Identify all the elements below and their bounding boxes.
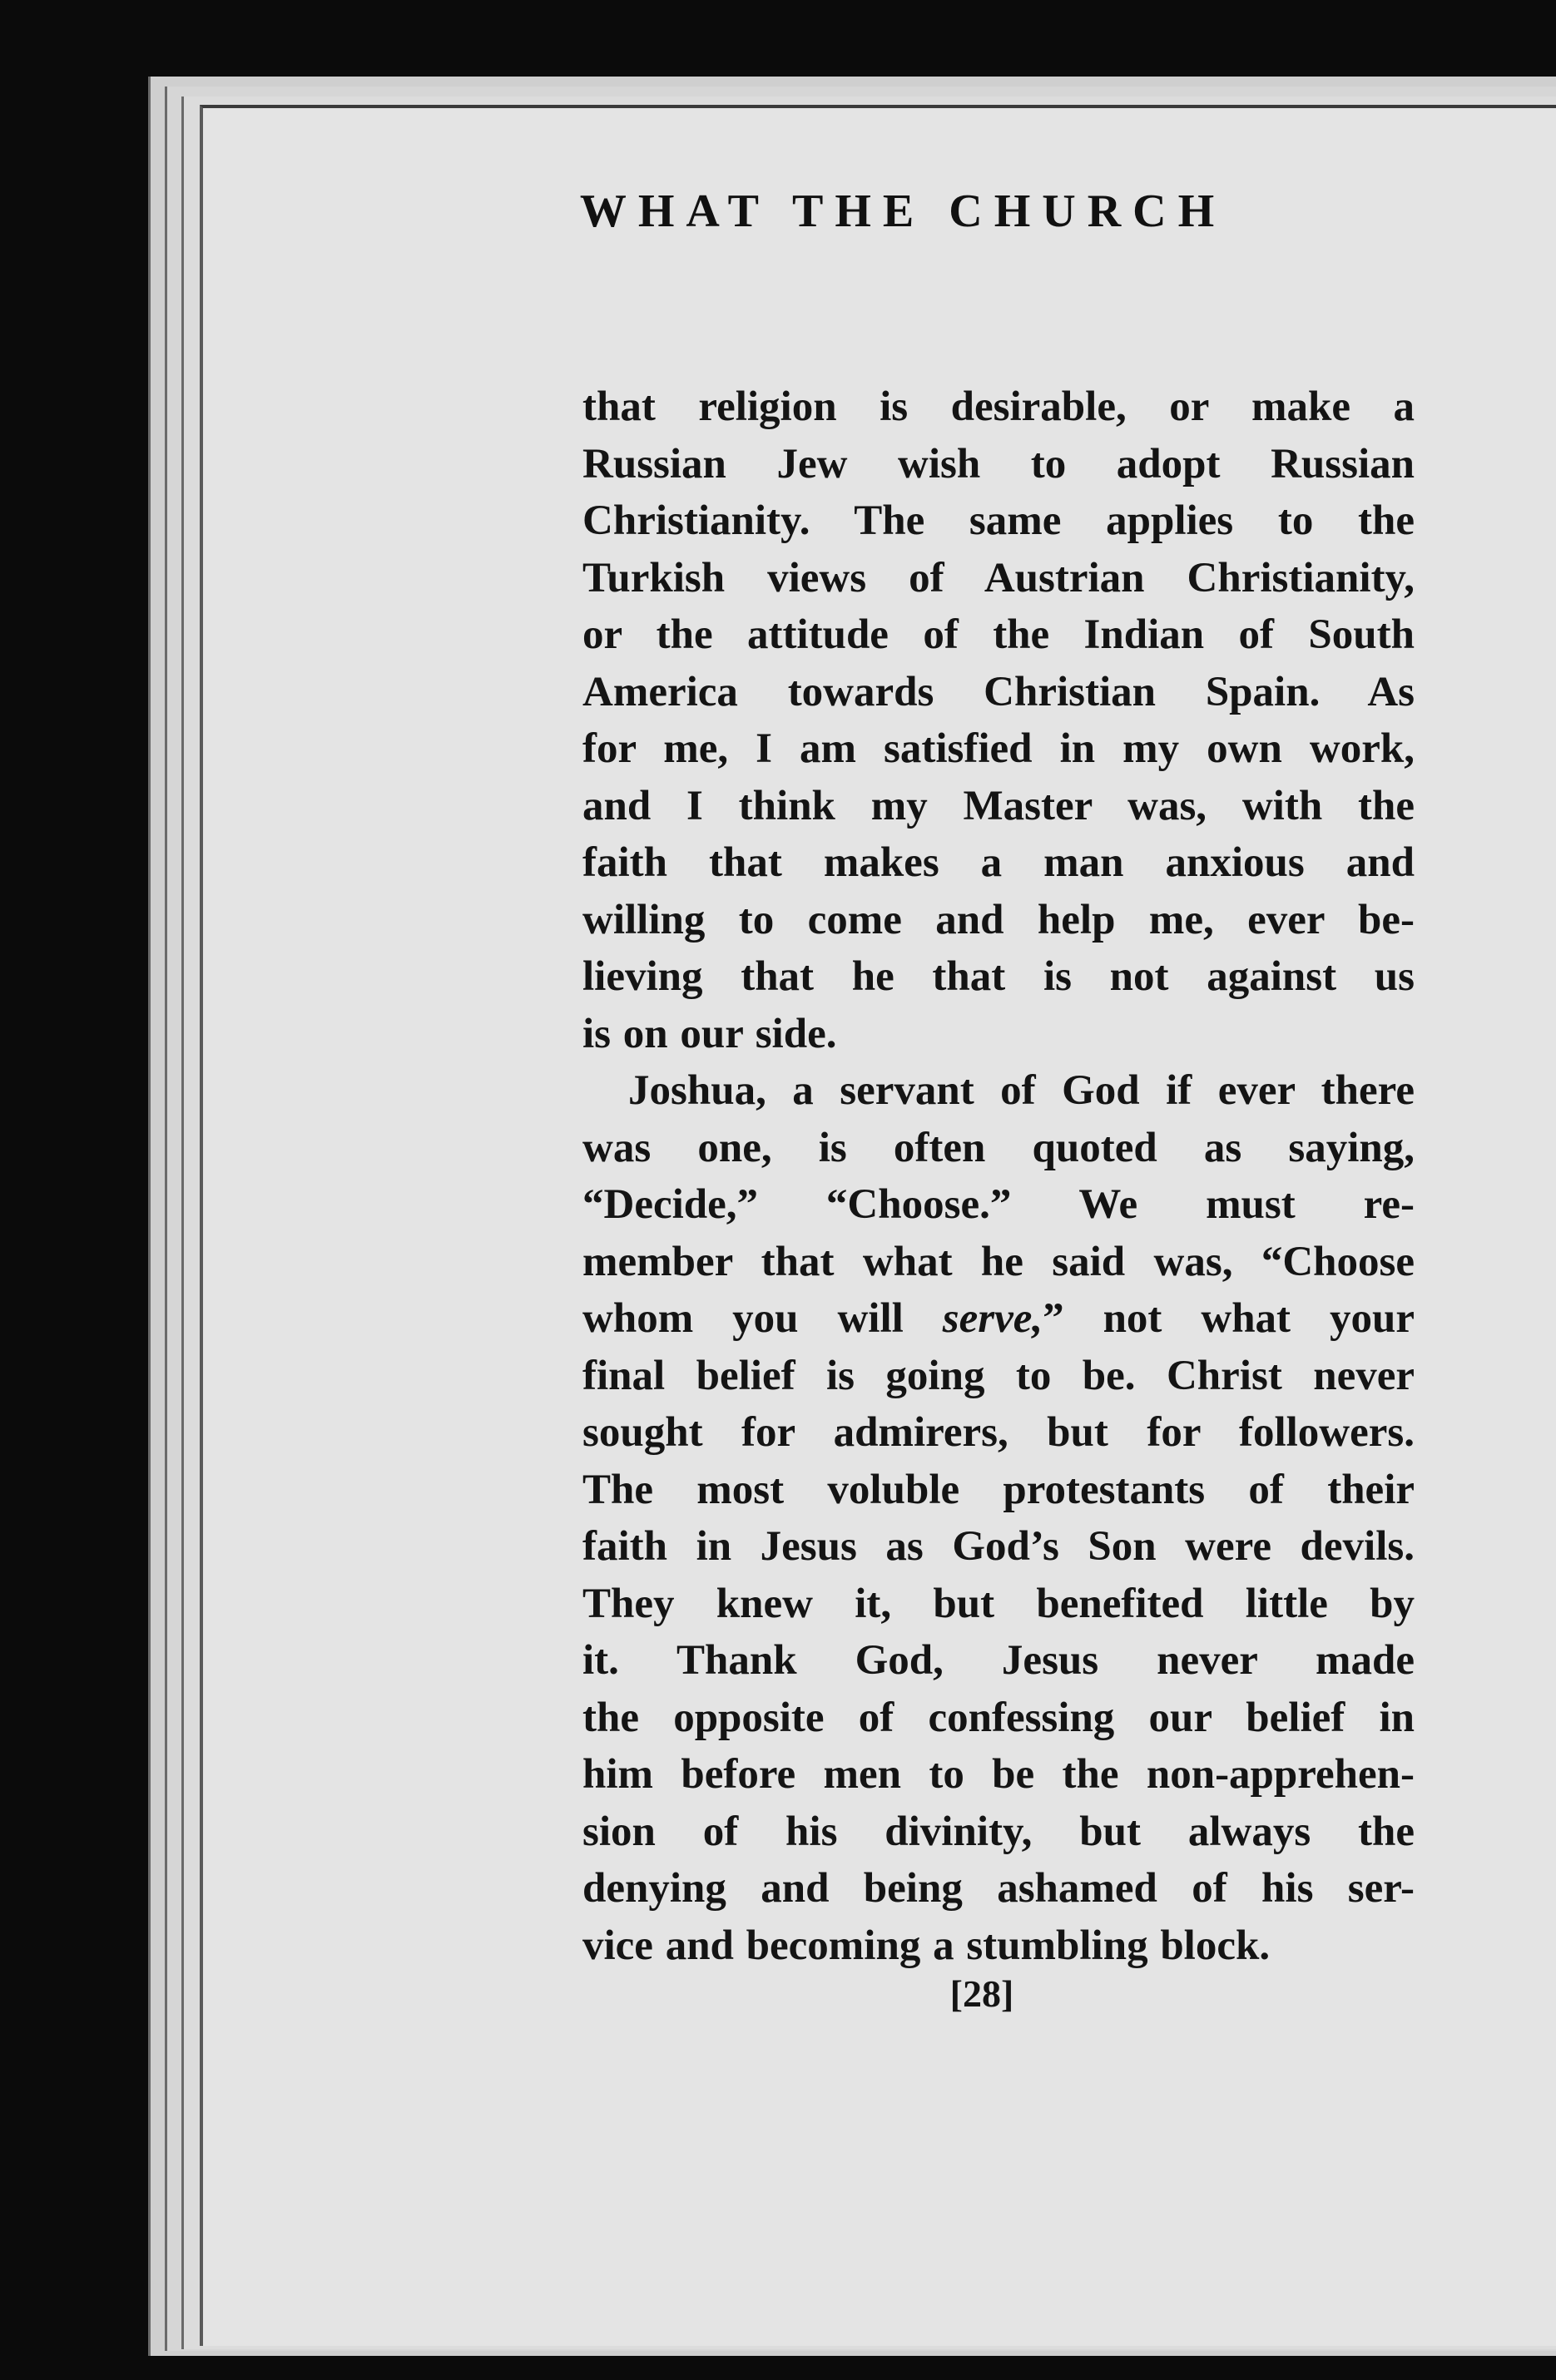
text-line: Russian Jew wish to adopt Russian [582, 440, 1415, 487]
text-line: member that what he said was, “Choose [582, 1238, 1415, 1285]
text-line: it. Thank God, Jesus never made [582, 1637, 1415, 1684]
body-text [582, 379, 1415, 1974]
text-line: Christianity. The same applies to the [582, 497, 1415, 544]
text-line: Turkish views of Austrian Christianity, [582, 554, 1415, 601]
text-line: or the attitude of the Indian of South [582, 611, 1415, 658]
text-line: whom you will serve,” not what your [582, 1295, 1415, 1342]
text-line: faith in Jesus as God’s Son were devils. [582, 1523, 1415, 1570]
text-line: vice and becoming a stumbling block. [582, 1922, 1271, 1969]
italic-emphasis: serve, [942, 1295, 1043, 1342]
text-line: him before men to be the non-apprehen- [582, 1751, 1415, 1798]
text-line: America towards Christian Spain. As [582, 668, 1415, 715]
running-head: WHAT THE CHURCH [579, 186, 1226, 237]
text-line: Joshua, a servant of God if ever there [628, 1067, 1415, 1114]
paragraph-container [582, 379, 1415, 1974]
text-line: for me, I am satisfied in my own work, [582, 725, 1415, 772]
text-line: sion of his divinity, but always the [582, 1808, 1415, 1855]
text-line: sought for admirers, but for followers. [582, 1409, 1415, 1456]
text-line: denying and being ashamed of his ser- [582, 1865, 1415, 1912]
text-line: They knew it, but benefited little by [582, 1580, 1415, 1627]
text-line: the opposite of confessing our belief in [582, 1694, 1415, 1741]
page-number: [28] [949, 1972, 1014, 2015]
text-line: lieving that he that is not against us [582, 953, 1415, 1000]
text-line: is on our side. [582, 1010, 837, 1057]
text-line: “Decide,” “Choose.” We must re- [582, 1181, 1415, 1228]
text-line: final belief is going to be. Christ never [582, 1352, 1415, 1399]
text-line: willing to come and help me, ever be- [582, 896, 1415, 943]
text-line: faith that makes a man anxious and [582, 839, 1415, 886]
text-line: The most voluble protestants of their [582, 1466, 1415, 1513]
text-line: was one, is often quoted as saying, [582, 1124, 1415, 1171]
text-line: that religion is desirable, or make a [582, 383, 1415, 430]
text-line: and I think my Master was, with the [582, 782, 1415, 829]
